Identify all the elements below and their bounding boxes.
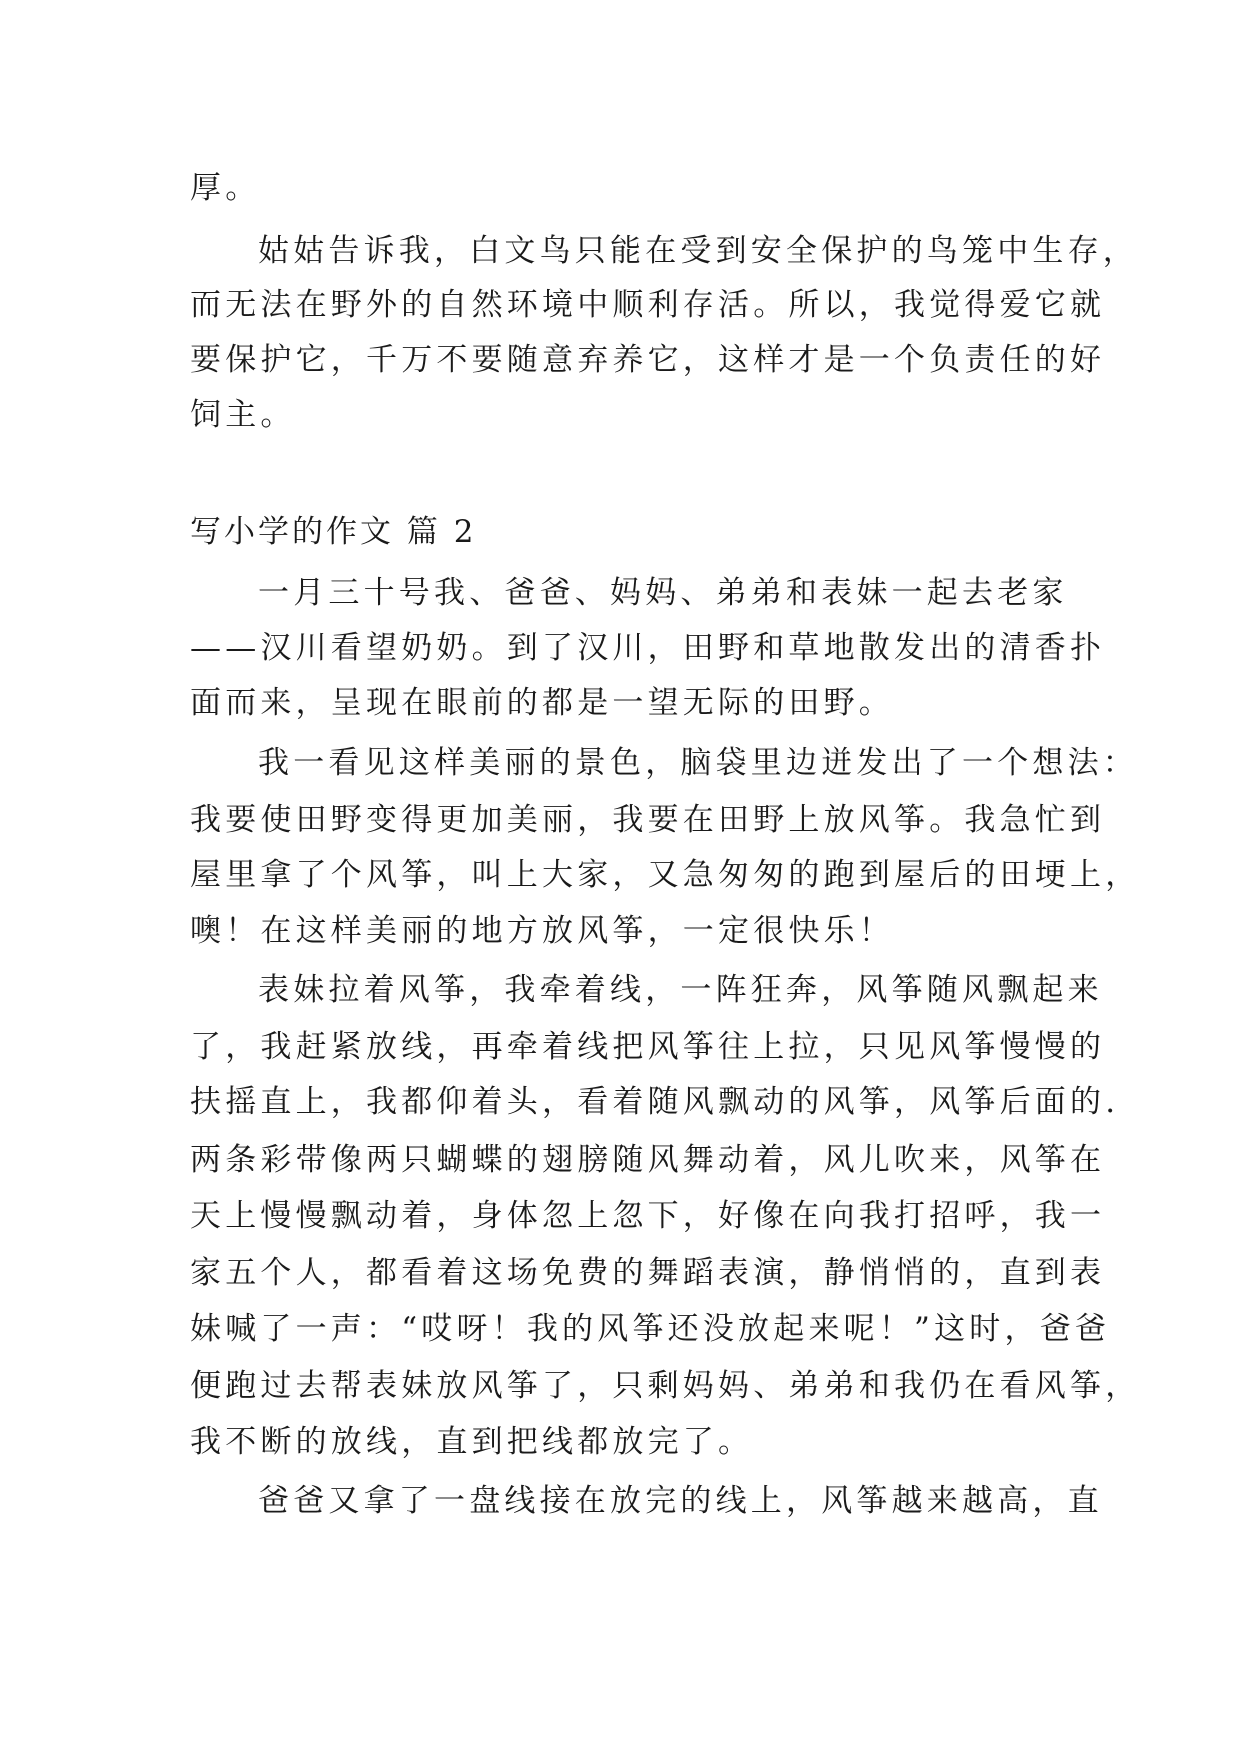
paragraph-start: 爸爸又拿了一盘线接在放完的线上，风筝越来越高，直 [258,1483,1103,1519]
text-line: 了，我赶紧放线，再牵着线把风筝往上拉，只见风筝慢慢的 [190,1029,1106,1065]
text-line: 屋里拿了个风筝，叫上大家，又急匆匆的跑到屋后的田埂上， [190,857,1141,893]
paragraph-start: 一月三十号我、爸爸、妈妈、弟弟和表妹一起去老家 [258,575,1068,611]
text-line: 面而来，呈现在眼前的都是一望无际的田野。 [190,685,894,721]
paragraph-start: 表妹拉着风筝，我牵着线，一阵狂奔，风筝随风飘起来 [258,972,1103,1008]
text-line: 妹喊了一声：“哎呀！我的风筝还没放起来呢！”这时，爸爸 [190,1311,1111,1347]
text-line: 饲主。 [190,397,296,433]
section-heading: 写小学的作文 篇 2 [190,514,477,550]
text-line: 两条彩带像两只蝴蝶的翅膀随风舞动着，风儿吹来，风筝在 [190,1142,1106,1178]
text-line: 而无法在野外的自然环境中顺利存活。所以，我觉得爱它就 [190,287,1106,323]
paragraph-start: 我一看见这样美丽的景色，脑袋里边迸发出了一个想法： [258,745,1138,781]
text-line: 扶摇直上，我都仰着头，看着随风飘动的风筝，风筝后面的. [190,1084,1120,1120]
paragraph-start: 姑姑告诉我，白文鸟只能在受到安全保护的鸟笼中生存， [258,233,1138,269]
text-line: 要保护它，千万不要随意弃养它，这样才是一个负责任的好 [190,342,1106,378]
text-line: 噢！在这样美丽的地方放风筝，一定很快乐！ [190,913,894,949]
text-line: 天上慢慢飘动着，身体忽上忽下，好像在向我打招呼，我一 [190,1198,1106,1234]
text-line: 我要使田野变得更加美丽，我要在田野上放风筝。我急忙到 [190,802,1106,838]
text-line: 厚。 [190,170,261,206]
text-line: 便跑过去帮表妹放风筝了，只剩妈妈、弟弟和我仍在看风筝， [190,1368,1141,1404]
text-line: 我不断的放线，直到把线都放完了。 [190,1424,754,1460]
text-line: 家五个人，都看着这场免费的舞蹈表演，静悄悄的，直到表 [190,1255,1106,1291]
text-line: ——汉川看望奶奶。到了汉川，田野和草地散发出的清香扑 [190,630,1106,666]
